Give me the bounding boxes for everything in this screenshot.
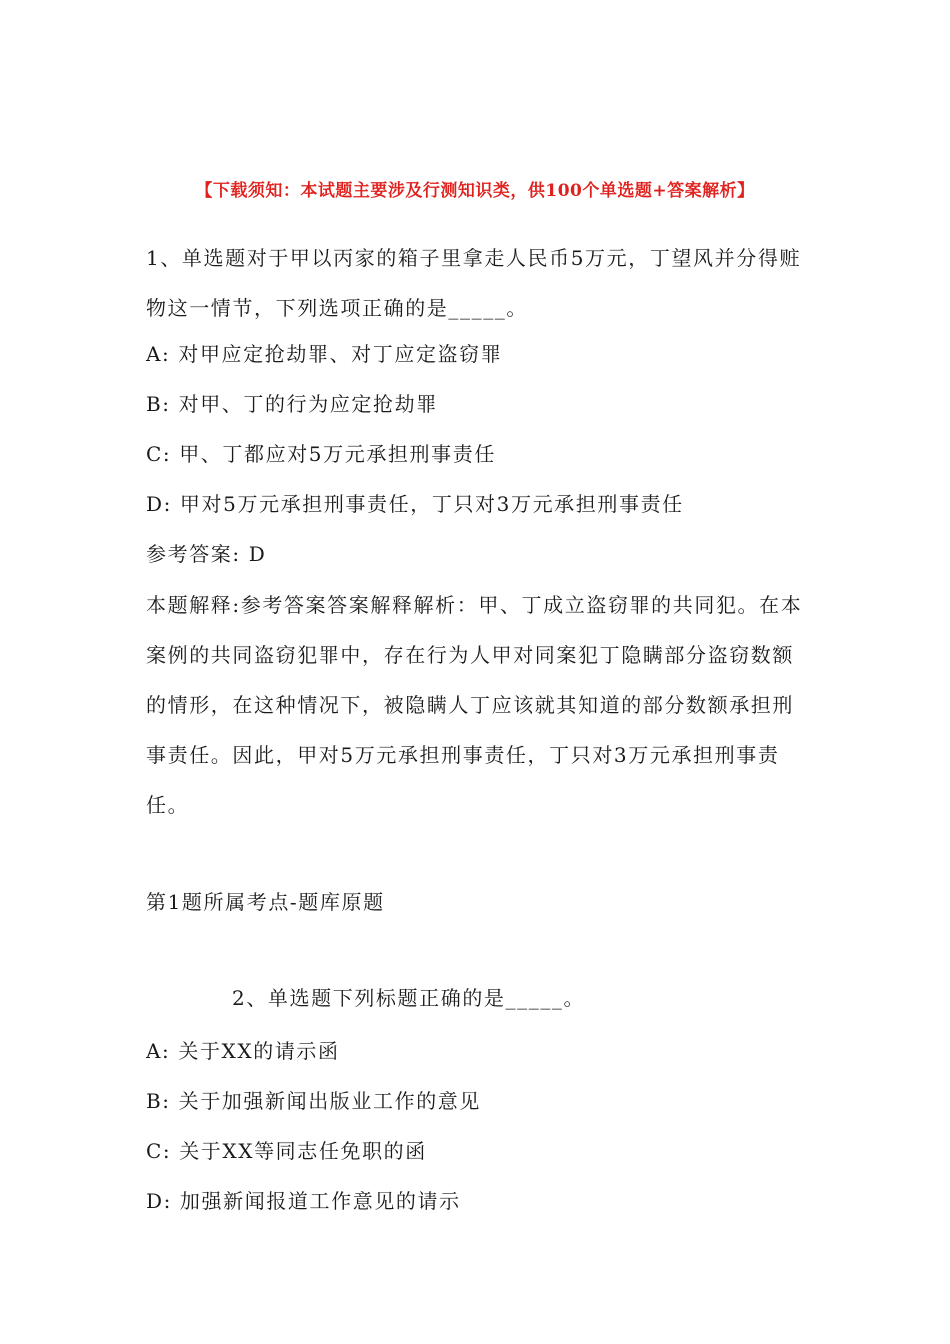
download-notice: 【下载须知：本试题主要涉及行测知识类，供100个单选题+答案解析】 [195, 181, 755, 201]
question-1-category: 第1题所属考点-题库原题 [146, 890, 385, 914]
question-2-option-d: D: 加强新闻报道工作意见的请示 [146, 1189, 461, 1213]
question-1-option-a: A: 对甲应定抢劫罪、对丁应定盗窃罪 [146, 342, 503, 366]
question-2-option-b: B: 关于加强新闻出版业工作的意见 [146, 1089, 481, 1113]
question-1-explanation: 本题解释:参考答案答案解释解析：甲、丁成立盗窃罪的共同犯。在本案例的共同盗窃犯罪中，存在行为人甲对同案犯丁隐瞒部分盗窃数额的情形，在这种情况下，被隐瞒人丁应该就其知道的部分数额承担刑事责任。因此，甲对5万元承担刑事责任，丁只对3万元承担刑事责任。 [146, 593, 803, 817]
question-1-option-b: B: 对甲、丁的行为应定抢劫罪 [146, 392, 438, 416]
question-2-stem: 2、单选题下列标题正确的是_____。 [232, 986, 586, 1010]
question-2-option-a: A: 关于XX的请示函 [146, 1039, 340, 1063]
question-1-option-c: C: 甲、丁都应对5万元承担刑事责任 [146, 442, 496, 466]
question-1-stem: 1、单选题对于甲以丙家的箱子里拿走人民币5万元，丁望风并分得赃物这一情节，下列选项正确的是_____。 [146, 246, 802, 320]
question-1-option-d: D: 甲对5万元承担刑事责任，丁只对3万元承担刑事责任 [146, 492, 684, 516]
question-1-answer: 参考答案: D [146, 542, 267, 566]
question-2-option-c: C: 关于XX等同志任免职的函 [146, 1139, 427, 1163]
